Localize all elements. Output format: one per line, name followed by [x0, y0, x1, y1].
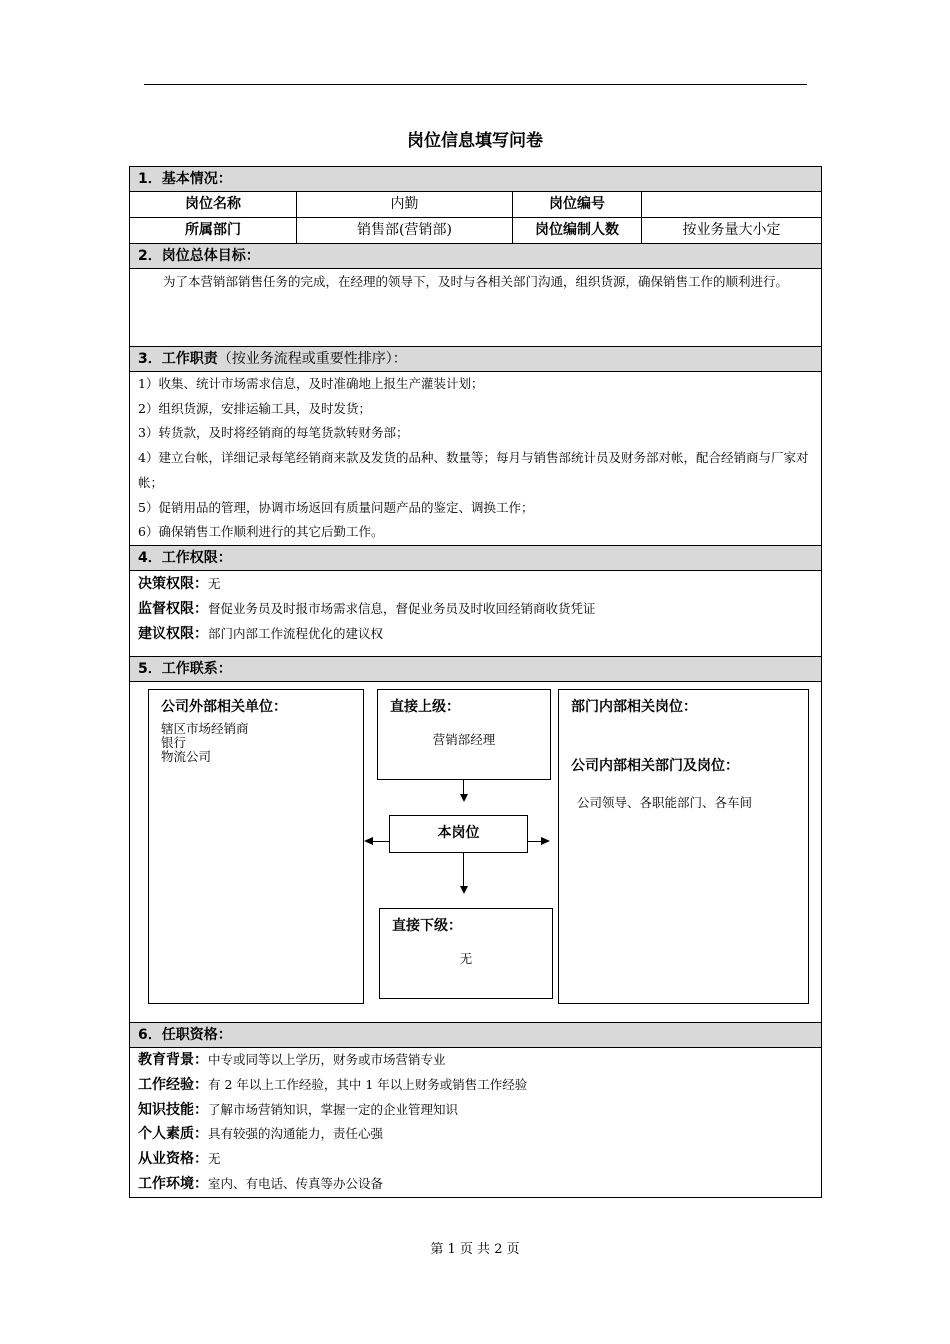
arrow-right-icon	[541, 837, 550, 845]
skills-label: 知识技能：	[138, 1101, 208, 1118]
basic-info-row-2	[130, 218, 821, 244]
page-title: 岗位信息填写问卷	[407, 131, 543, 151]
certification-row	[130, 1147, 821, 1172]
certification-value: 无	[208, 1151, 221, 1167]
personal-quality-row	[130, 1122, 821, 1147]
this-position-title: 本岗位	[437, 824, 480, 841]
section4-heading: 4．工作权限：	[130, 546, 821, 571]
environment-label: 工作环境：	[138, 1175, 208, 1192]
decision-authority	[130, 571, 821, 596]
certification-label: 从业资格：	[138, 1151, 208, 1168]
experience-row	[130, 1073, 821, 1098]
section3-heading	[130, 347, 821, 372]
page-footer: 第 1 页 共 2 页	[430, 1242, 520, 1257]
supervision-label: 监督权限：	[138, 600, 208, 617]
decision-value: 无	[208, 575, 221, 591]
education-row	[130, 1048, 821, 1073]
direct-superior-box	[377, 689, 551, 780]
position-number-label: 岗位编号	[513, 192, 642, 217]
experience-label: 工作经验：	[138, 1076, 208, 1093]
arrow-line	[463, 853, 464, 887]
arrow-line	[372, 841, 389, 842]
section6-heading: 6．任职资格：	[130, 1023, 821, 1048]
basic-info-row-1	[130, 192, 821, 218]
list-item: 5）促销用品的管理，协调市场返回有质量问题产品的鉴定、调换工作；	[138, 499, 534, 515]
education-value: 中专或同等以上学历，财务或市场营销专业	[208, 1051, 446, 1067]
arrow-down-icon	[460, 886, 468, 894]
direct-superior-value: 营销部经理	[432, 731, 496, 747]
environment-value: 室内、有电话、传真等办公设备	[208, 1175, 384, 1191]
direct-subordinate-box	[379, 908, 553, 999]
position-number-value	[642, 192, 821, 217]
list-item: 3）转货款，及时将经销商的每笔货款转财务部；	[138, 425, 409, 441]
external-units-title: 公司外部相关单位：	[161, 698, 287, 715]
company-internal-title: 公司内部相关部门及岗位：	[571, 757, 739, 774]
position-name-value: 内勤	[297, 192, 513, 217]
section3-note: （按业务流程或重要性排序）：	[217, 351, 407, 367]
company-internal-value: 公司领导、各职能部门、各车间	[577, 794, 753, 810]
decision-label: 决策权限：	[138, 575, 208, 592]
arrow-left-icon	[364, 837, 373, 845]
this-position-box	[389, 815, 528, 853]
overall-goal-text: 为了本营销部销售任务的完成，在经理的领导下，及时与各相关部门沟通，组织货源，确保销售工作的顺利进行。	[130, 269, 821, 347]
supervision-authority	[130, 596, 821, 621]
personal-quality-value: 具有较强的沟通能力，责任心强	[208, 1126, 384, 1142]
list-item: 4）建立台帐，详细记录每笔经销商来款及发货的品种、数量等；每月与销售部统计员及财务部对帐，配合经销商与厂家对帐；	[138, 450, 809, 490]
qualifications-list	[130, 1048, 821, 1197]
questionnaire-form	[129, 166, 822, 1198]
environment-row	[130, 1172, 821, 1197]
direct-superior-title: 直接上级：	[390, 698, 460, 715]
list-item: 银行	[161, 734, 187, 750]
arrow-down-icon	[460, 794, 468, 802]
external-units-box	[148, 689, 364, 1004]
list-item: 1）收集、统计市场需求信息，及时准确地上报生产灌装计划；	[138, 376, 484, 391]
education-label: 教育背景：	[138, 1051, 208, 1068]
dept-internal-title: 部门内部相关岗位：	[571, 698, 697, 715]
list-item: 辖区市场经销商	[161, 720, 249, 736]
arrow-line	[528, 841, 542, 842]
skills-value: 了解市场营销知识，掌握一定的企业管理知识	[208, 1101, 459, 1117]
work-relations-diagram	[130, 682, 821, 1023]
header-rule	[144, 84, 807, 85]
section5-heading: 5．工作联系：	[130, 657, 821, 682]
headcount-label: 岗位编制人数	[513, 218, 642, 243]
list-item: 物流公司	[161, 748, 212, 764]
section1-heading: 1．基本情况：	[130, 167, 821, 192]
suggestion-authority	[130, 621, 821, 646]
department-label: 所属部门	[130, 218, 297, 243]
authority-list	[130, 571, 821, 657]
experience-value: 有 2 年以上工作经验，其中 1 年以上财务或销售工作经验	[208, 1076, 528, 1092]
list-item: 2）组织货源，安排运输工具，及时发货；	[138, 400, 371, 416]
personal-quality-label: 个人素质：	[138, 1126, 208, 1143]
internal-relations-box	[558, 689, 809, 1004]
section2-heading: 2．岗位总体目标：	[130, 244, 821, 269]
suggestion-label: 建议权限：	[138, 625, 208, 642]
duties-list	[130, 372, 821, 546]
external-units-list	[161, 722, 249, 764]
list-item: 6）确保销售工作顺利进行的其它后勤工作。	[138, 524, 384, 540]
direct-subordinate-title: 直接下级：	[392, 917, 462, 934]
department-value: 销售部(营销部)	[297, 218, 513, 243]
headcount-value: 按业务量大小定	[682, 222, 781, 238]
section3-title: 3．工作职责	[138, 351, 218, 367]
position-name-label: 岗位名称	[130, 192, 297, 217]
suggestion-value: 部门内部工作流程优化的建议权	[208, 625, 384, 641]
supervision-value: 督促业务员及时报市场需求信息，督促业务员及时收回经销商收货凭证	[208, 600, 596, 616]
skills-row	[130, 1098, 821, 1123]
direct-subordinate-value: 无	[459, 950, 473, 966]
